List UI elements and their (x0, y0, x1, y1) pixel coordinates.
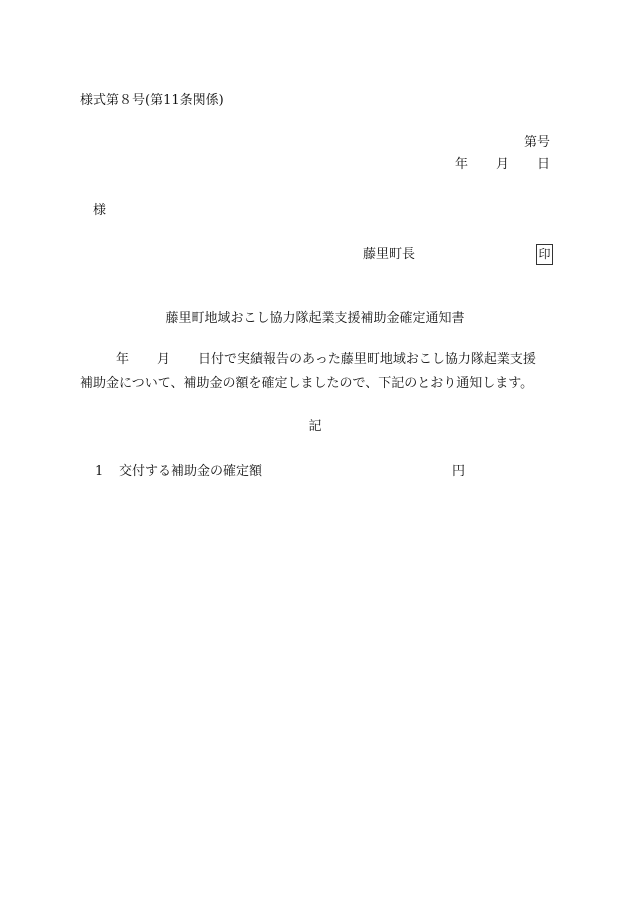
document-number-label: 第号 (523, 135, 550, 150)
ki-heading: 記 (308, 419, 322, 434)
form-label: 様式第８号(第11条関係) (80, 93, 224, 108)
item-unit: 円 (452, 464, 466, 479)
list-item (95, 463, 262, 481)
seal-stamp: 印 (536, 244, 553, 265)
body-paragraph (80, 348, 555, 396)
body-year-label: 年 (116, 352, 130, 367)
item-number: 1 (95, 464, 104, 479)
body-month-label: 月 (157, 352, 171, 367)
date-year-label: 年 (454, 157, 468, 172)
addressee-suffix: 様 (93, 203, 107, 218)
body-line-1 (80, 348, 555, 372)
item-label: 交付する補助金の確定額 (119, 464, 263, 479)
body-line-1-text: 日付で実績報告のあった藤里町地域おこし協力隊起業支援 (198, 352, 536, 367)
document-title: 藤里町地域おこし協力隊起業支援補助金確定通知書 (165, 311, 465, 326)
sender-name: 藤里町長 (363, 247, 416, 262)
date-month-label: 月 (495, 157, 509, 172)
date-line (455, 156, 550, 174)
body-line-2: 補助金について、補助金の額を確定しましたので、下記のとおり通知します。 (80, 376, 534, 391)
date-day-label: 日 (536, 157, 550, 172)
